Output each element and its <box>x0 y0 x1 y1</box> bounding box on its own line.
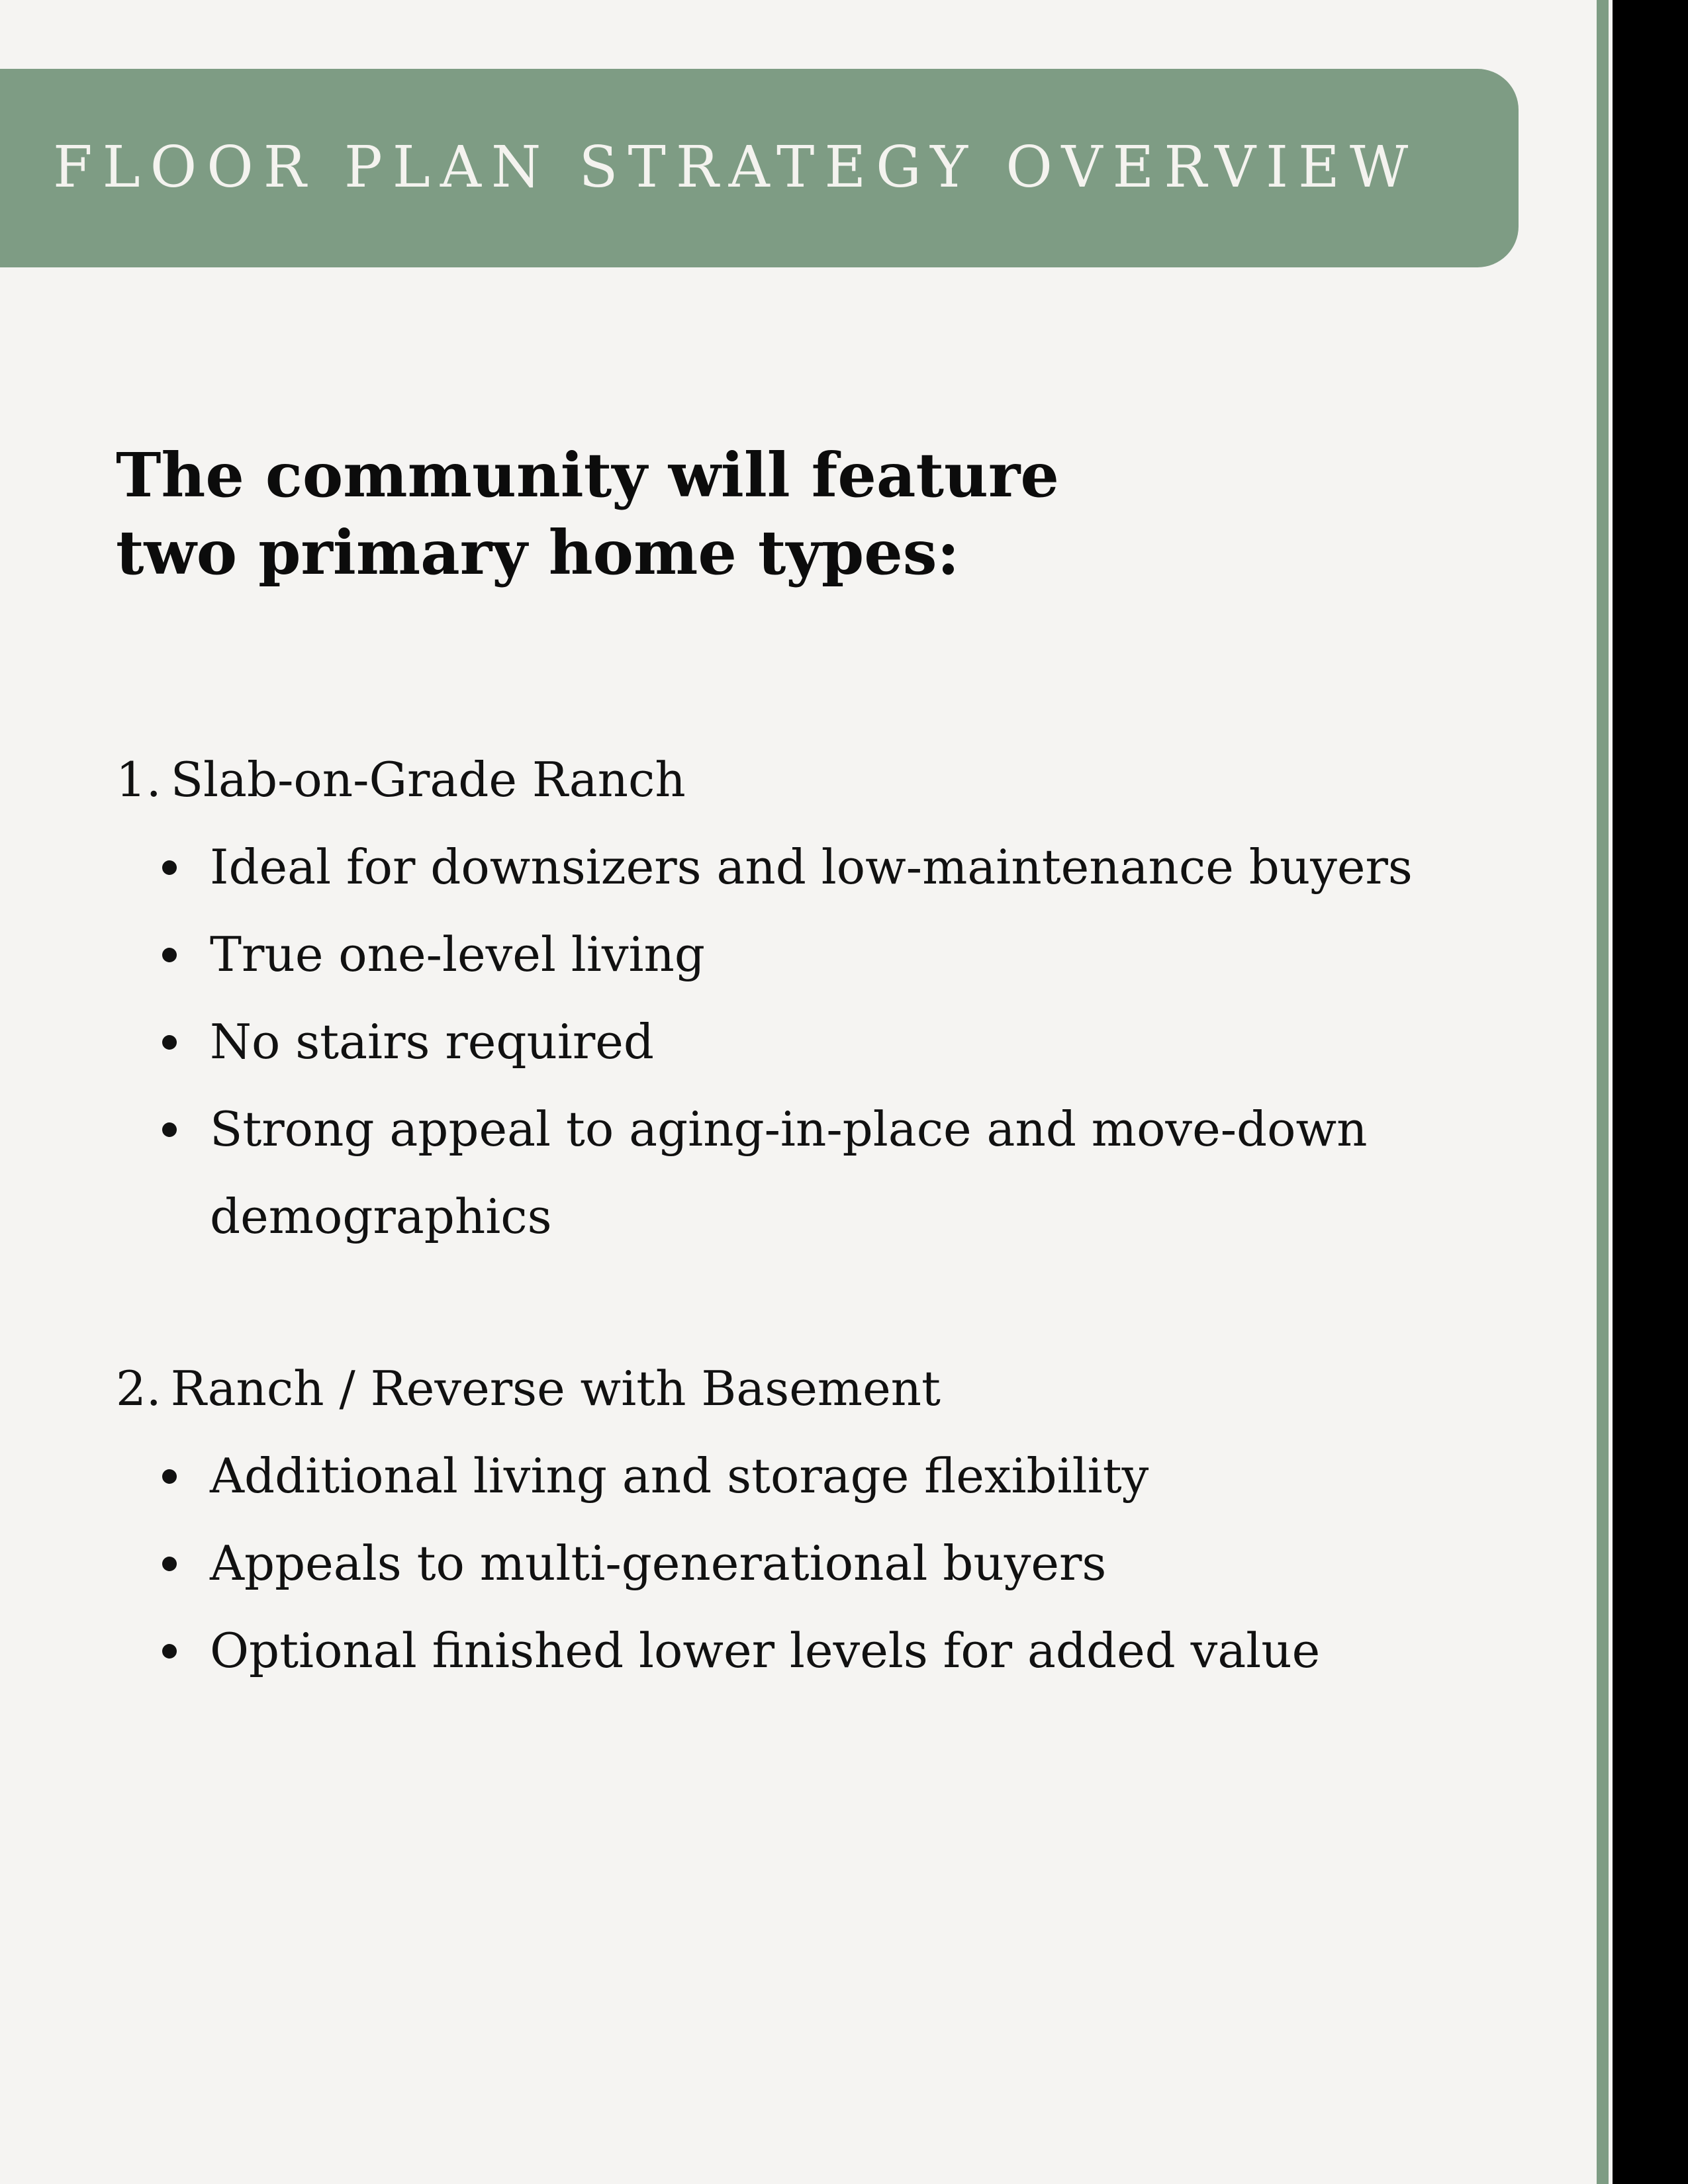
bullet-item <box>116 998 1440 1085</box>
bullet-icon <box>162 1122 177 1137</box>
home-type-section-2 <box>116 1345 1440 1694</box>
home-type-title <box>116 1345 1440 1432</box>
bullet-list <box>116 1432 1440 1694</box>
bullet-item <box>116 823 1440 911</box>
page-edge-accent-line <box>1597 0 1609 2184</box>
bullet-text: Appeals to multi-generational buyers <box>210 1535 1107 1591</box>
bullet-text: Additional living and storage flexibility <box>210 1448 1149 1504</box>
intro-heading-line-2: two primary home types: <box>116 517 960 588</box>
bullet-icon <box>162 1469 177 1484</box>
bullet-list <box>116 823 1440 1260</box>
intro-heading-line-1: The community will feature <box>116 439 1059 511</box>
bullet-icon <box>162 1644 177 1659</box>
page-edge-gap <box>1609 0 1613 2184</box>
home-type-number: 1. <box>116 752 162 807</box>
home-type-name: Ranch / Reverse with Basement <box>170 1361 941 1416</box>
bullet-item <box>116 1520 1440 1607</box>
bullet-text: True one-level living <box>210 927 706 982</box>
bullet-item <box>116 911 1440 998</box>
bullet-item <box>116 1432 1440 1520</box>
intro-heading <box>116 437 1059 592</box>
bullet-icon <box>162 860 177 875</box>
home-type-section-1 <box>116 736 1440 1260</box>
page-title: FLOOR PLAN STRATEGY OVERVIEW <box>53 134 1419 201</box>
bullet-item <box>116 1085 1440 1260</box>
bullet-text: Strong appeal to aging-in-place and move-down demographics <box>210 1101 1368 1244</box>
bullet-item <box>116 1607 1440 1694</box>
home-type-name: Slab-on-Grade Ranch <box>170 752 686 807</box>
home-type-title <box>116 736 1440 823</box>
bullet-text: No stairs required <box>210 1014 654 1069</box>
bullet-icon <box>162 948 177 962</box>
bullet-icon <box>162 1557 177 1571</box>
bullet-icon <box>162 1035 177 1050</box>
home-type-number: 2. <box>116 1361 162 1416</box>
bullet-text: Ideal for downsizers and low-maintenance buyers <box>210 839 1413 895</box>
bullet-text: Optional finished lower levels for added value <box>210 1623 1321 1678</box>
